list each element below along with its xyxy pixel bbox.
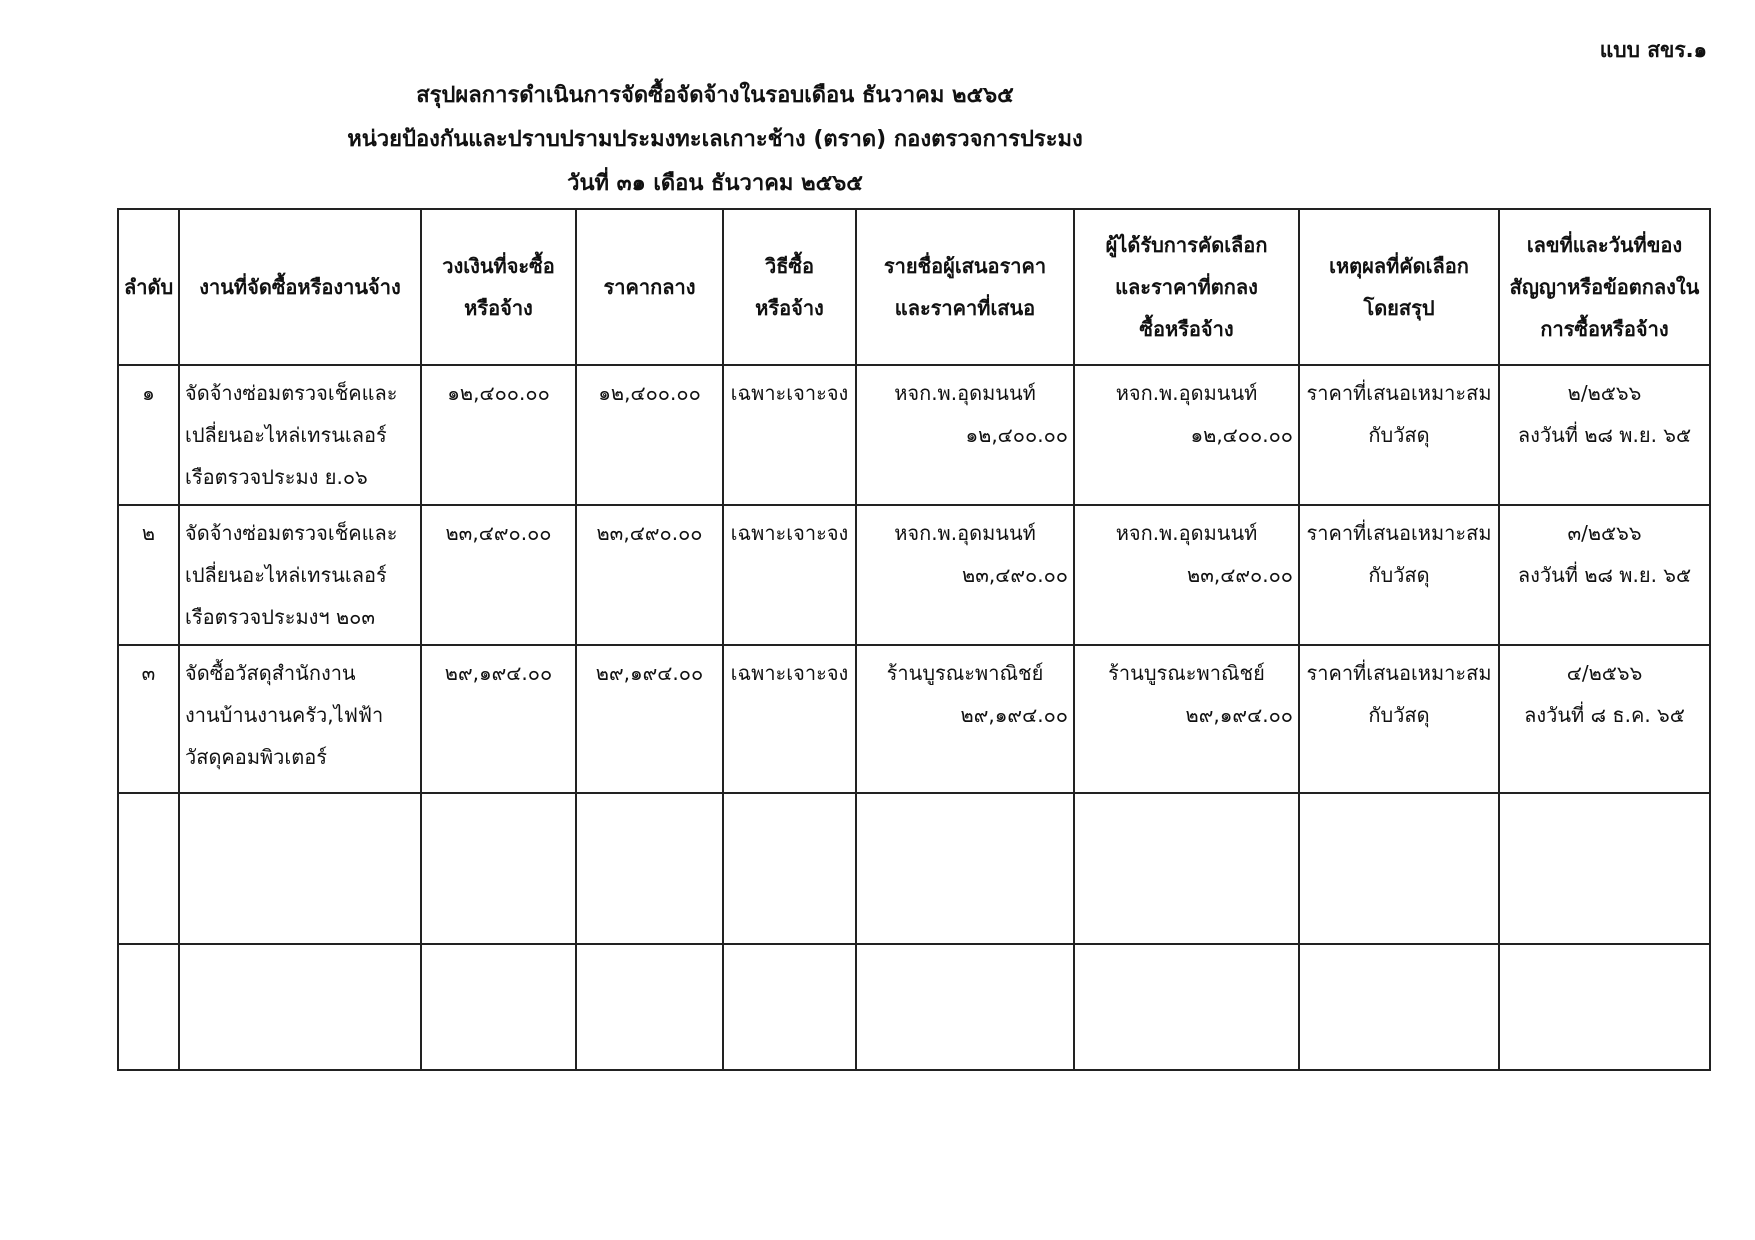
cell-selected: หจก.พ.อุดมนนท์ ๒๓,๔๙๐.๐๐ xyxy=(1074,505,1299,645)
empty-cell xyxy=(1499,944,1710,1070)
table-row-empty xyxy=(118,944,1710,1070)
empty-cell xyxy=(1074,944,1299,1070)
cell-work: จัดจ้างซ่อมตรวจเช็คและ เปลี่ยนอะไหล่เทรนเลอร์ เรือตรวจประมง ย.๐๖ xyxy=(179,365,421,505)
cell-method: เฉพาะเจาะจง xyxy=(723,365,856,505)
header-budget: วงเงินที่จะซื้อ หรือจ้าง xyxy=(421,209,576,365)
empty-cell xyxy=(421,944,576,1070)
empty-cell xyxy=(856,793,1074,944)
cell-budget: ๒๙,๑๙๔.๐๐ xyxy=(421,645,576,793)
table-row xyxy=(118,365,1710,505)
cell-no: ๒ xyxy=(118,505,179,645)
empty-cell xyxy=(723,793,856,944)
title-line-1: สรุปผลการดำเนินการจัดซื้อจัดจ้างในรอบเดือน ธันวาคม ๒๕๖๕ xyxy=(416,83,1014,108)
empty-cell xyxy=(1299,944,1499,1070)
empty-cell xyxy=(118,944,179,1070)
cell-median-price: ๑๒,๔๐๐.๐๐ xyxy=(576,365,723,505)
empty-cell xyxy=(1499,793,1710,944)
cell-method: เฉพาะเจาะจง xyxy=(723,505,856,645)
cell-selected: หจก.พ.อุดมนนท์ ๑๒,๔๐๐.๐๐ xyxy=(1074,365,1299,505)
cell-reason: ราคาที่เสนอเหมาะสม กับวัสดุ xyxy=(1299,365,1499,505)
title-line-3: วันที่ ๓๑ เดือน ธันวาคม ๒๕๖๕ xyxy=(567,171,863,196)
cell-median-price: ๒๓,๔๙๐.๐๐ xyxy=(576,505,723,645)
cell-contract: ๓/๒๕๖๖ ลงวันที่ ๒๘ พ.ย. ๖๕ xyxy=(1499,505,1710,645)
header-bidders: รายชื่อผู้เสนอราคา และราคาที่เสนอ xyxy=(856,209,1074,365)
cell-bidders: ร้านบูรณะพาณิชย์ ๒๙,๑๙๔.๐๐ xyxy=(856,645,1074,793)
title-line-2: หน่วยป้องกันและปราบปรามประมงทะเลเกาะช้าง (ตราด) กองตรวจการประมง xyxy=(347,127,1083,152)
cell-bidders: หจก.พ.อุดมนนท์ ๒๓,๔๙๐.๐๐ xyxy=(856,505,1074,645)
cell-contract: ๒/๒๕๖๖ ลงวันที่ ๒๘ พ.ย. ๖๕ xyxy=(1499,365,1710,505)
header-selected: ผู้ได้รับการคัดเลือก และราคาที่ตกลง ซื้อหรือจ้าง xyxy=(1074,209,1299,365)
header-reason: เหตุผลที่คัดเลือก โดยสรุป xyxy=(1299,209,1499,365)
empty-cell xyxy=(179,944,421,1070)
cell-contract: ๔/๒๕๖๖ ลงวันที่ ๘ ธ.ค. ๖๕ xyxy=(1499,645,1710,793)
empty-cell xyxy=(179,793,421,944)
header-method: วิธีซื้อ หรือจ้าง xyxy=(723,209,856,365)
table-row-empty xyxy=(118,793,1710,944)
document-title xyxy=(0,74,1430,206)
empty-cell xyxy=(856,944,1074,1070)
table-row xyxy=(118,645,1710,793)
cell-budget: ๑๒,๔๐๐.๐๐ xyxy=(421,365,576,505)
empty-cell xyxy=(723,944,856,1070)
empty-cell xyxy=(1074,793,1299,944)
header-work: งานที่จัดซื้อหรืองานจ้าง xyxy=(179,209,421,365)
header-no: ลำดับ xyxy=(118,209,179,365)
cell-no: ๓ xyxy=(118,645,179,793)
empty-cell xyxy=(421,793,576,944)
cell-work: จัดจ้างซ่อมตรวจเช็คและ เปลี่ยนอะไหล่เทรนเลอร์ เรือตรวจประมงฯ ๒๐๓ xyxy=(179,505,421,645)
empty-cell xyxy=(576,793,723,944)
form-code: แบบ สขร.๑ xyxy=(1599,38,1707,62)
cell-work: จัดซื้อวัสดุสำนักงาน งานบ้านงานครัว,ไฟฟ้า วัสดุคอมพิวเตอร์ xyxy=(179,645,421,793)
cell-no: ๑ xyxy=(118,365,179,505)
cell-selected: ร้านบูรณะพาณิชย์ ๒๙,๑๙๔.๐๐ xyxy=(1074,645,1299,793)
empty-cell xyxy=(576,944,723,1070)
cell-bidders: หจก.พ.อุดมนนท์ ๑๒,๔๐๐.๐๐ xyxy=(856,365,1074,505)
procurement-table xyxy=(117,208,1711,1071)
cell-reason: ราคาที่เสนอเหมาะสม กับวัสดุ xyxy=(1299,505,1499,645)
empty-cell xyxy=(118,793,179,944)
table-header-row xyxy=(118,209,1710,365)
empty-cell xyxy=(1299,793,1499,944)
cell-budget: ๒๓,๔๙๐.๐๐ xyxy=(421,505,576,645)
header-median-price: ราคากลาง xyxy=(576,209,723,365)
header-contract: เลขที่และวันที่ของ สัญญาหรือข้อตกลงใน การซื้อหรือจ้าง xyxy=(1499,209,1710,365)
table-row xyxy=(118,505,1710,645)
cell-method: เฉพาะเจาะจง xyxy=(723,645,856,793)
cell-reason: ราคาที่เสนอเหมาะสม กับวัสดุ xyxy=(1299,645,1499,793)
cell-median-price: ๒๙,๑๙๔.๐๐ xyxy=(576,645,723,793)
